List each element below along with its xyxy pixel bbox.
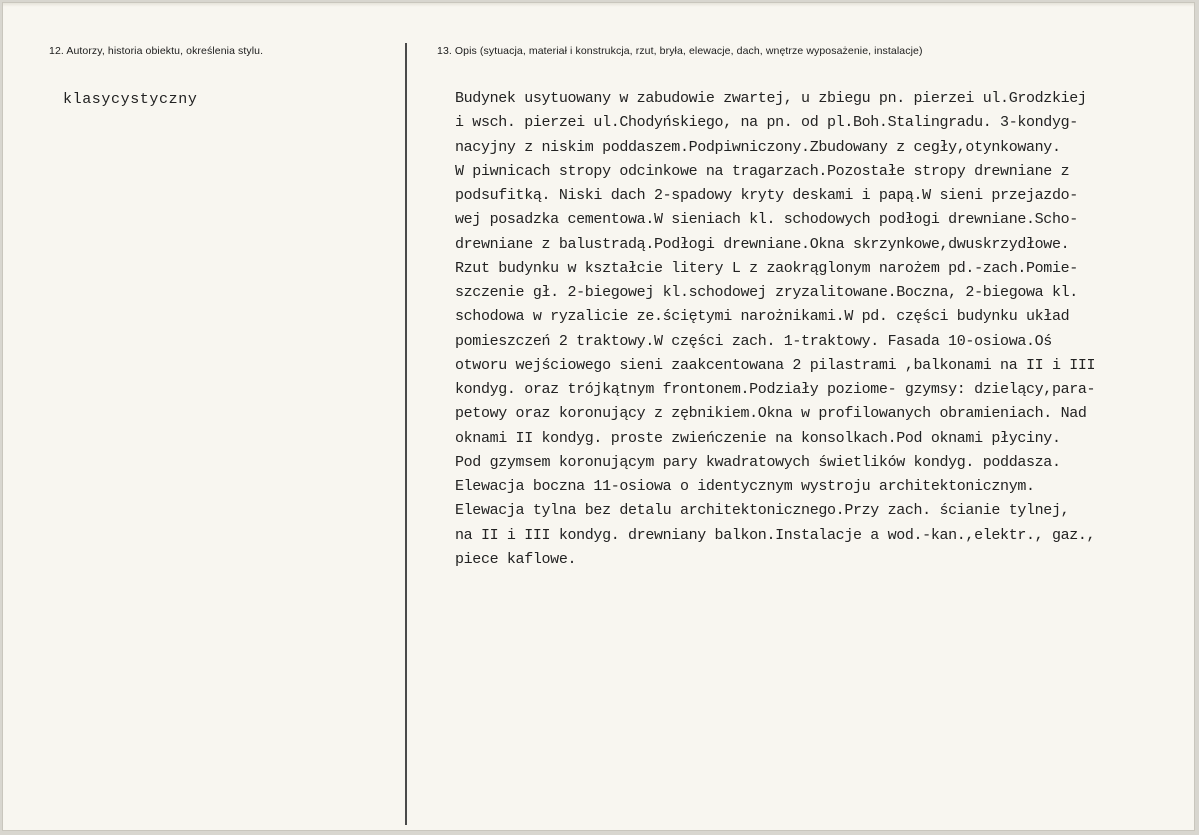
- description-line: nacyjny z niskim poddaszem.Podpiwniczony.Zbudowany z cegły,otynkowany.: [455, 138, 1061, 156]
- description-line: kondyg. oraz trójkątnym frontonem.Podziały poziome- gzymsy: dzielący,para-: [455, 381, 1096, 398]
- section-13-heading: 13. Opis (sytuacja, materiał i konstrukcja, rzut, bryła, elewacje, dach, wnętrze wyposażenie, instalacje): [437, 45, 923, 57]
- column-divider: [405, 43, 407, 825]
- description-line: szczenie gł. 2-biegowej kl.schodowej zryzalitowane.Boczna, 2-biegowa kl.: [455, 284, 1078, 301]
- description-line: Elewacja boczna 11-osiowa o identycznym wystroju architektonicznym.: [455, 478, 1035, 495]
- description-line: piece kaflowe.: [455, 550, 577, 568]
- inventory-card: [2, 2, 1195, 831]
- description-line: Rzut budynku w kształcie litery L z zaokrąglonym narożem pd.-zach.Pomie-: [455, 259, 1078, 277]
- description-text: [455, 87, 1190, 572]
- description-line: drewniane z balustradą.Podłogi drewniane.Okna skrzynkowe,dwuskrzydłowe.: [455, 235, 1070, 253]
- description-line: Elewacja tylna bez detalu architektonicznego.Przy zach. ścianie tylnej,: [455, 502, 1070, 520]
- description-line: otworu wejściowego sieni zaakcentowana 2 pilastrami ,balkonami na II i III: [455, 356, 1096, 374]
- description-line: wej posadzka cementowa.W sieniach kl. schodowych podłogi drewniane.Scho-: [455, 211, 1078, 229]
- description-line: W piwnicach stropy odcinkowe na tragarzach.Pozostałe stropy drewniane z: [455, 162, 1070, 180]
- description-line: na II i III kondyg. drewniany balkon.Instalacje a wod.-kan.,elektr., gaz.,: [455, 526, 1096, 544]
- description-line: schodowa w ryzalicie ze.ściętymi narożnikami.W pd. części budynku układ: [455, 308, 1070, 326]
- description-line: Pod gzymsem koronującym pary kwadratowych świetlików kondyg. poddasza.: [455, 453, 1061, 471]
- style-value: klasycystyczny: [63, 91, 198, 108]
- description-line: i wsch. pierzei ul.Chodyńskiego, na pn. od pl.Boh.Stalingradu. 3-kondyg-: [455, 114, 1078, 132]
- description-line: oknami II kondyg. proste zwieńczenie na konsolkach.Pod oknami płyciny.: [455, 429, 1061, 447]
- description-line: petowy oraz koronujący z zębnikiem.Okna w profilowanych obramieniach. Nad: [455, 405, 1087, 423]
- description-line: podsufitką. Niski dach 2-spadowy kryty deskami i papą.W sieni przejazdo-: [455, 187, 1078, 204]
- description-line: Budynek usytuowany w zabudowie zwartej, u zbiegu pn. pierzei ul.Grodzkiej: [455, 90, 1087, 107]
- description-line: pomieszczeń 2 traktowy.W części zach. 1-traktowy. Fasada 10-osiowa.Oś: [455, 332, 1052, 350]
- section-12-heading: 12. Autorzy, historia obiektu, określenia stylu.: [49, 45, 264, 57]
